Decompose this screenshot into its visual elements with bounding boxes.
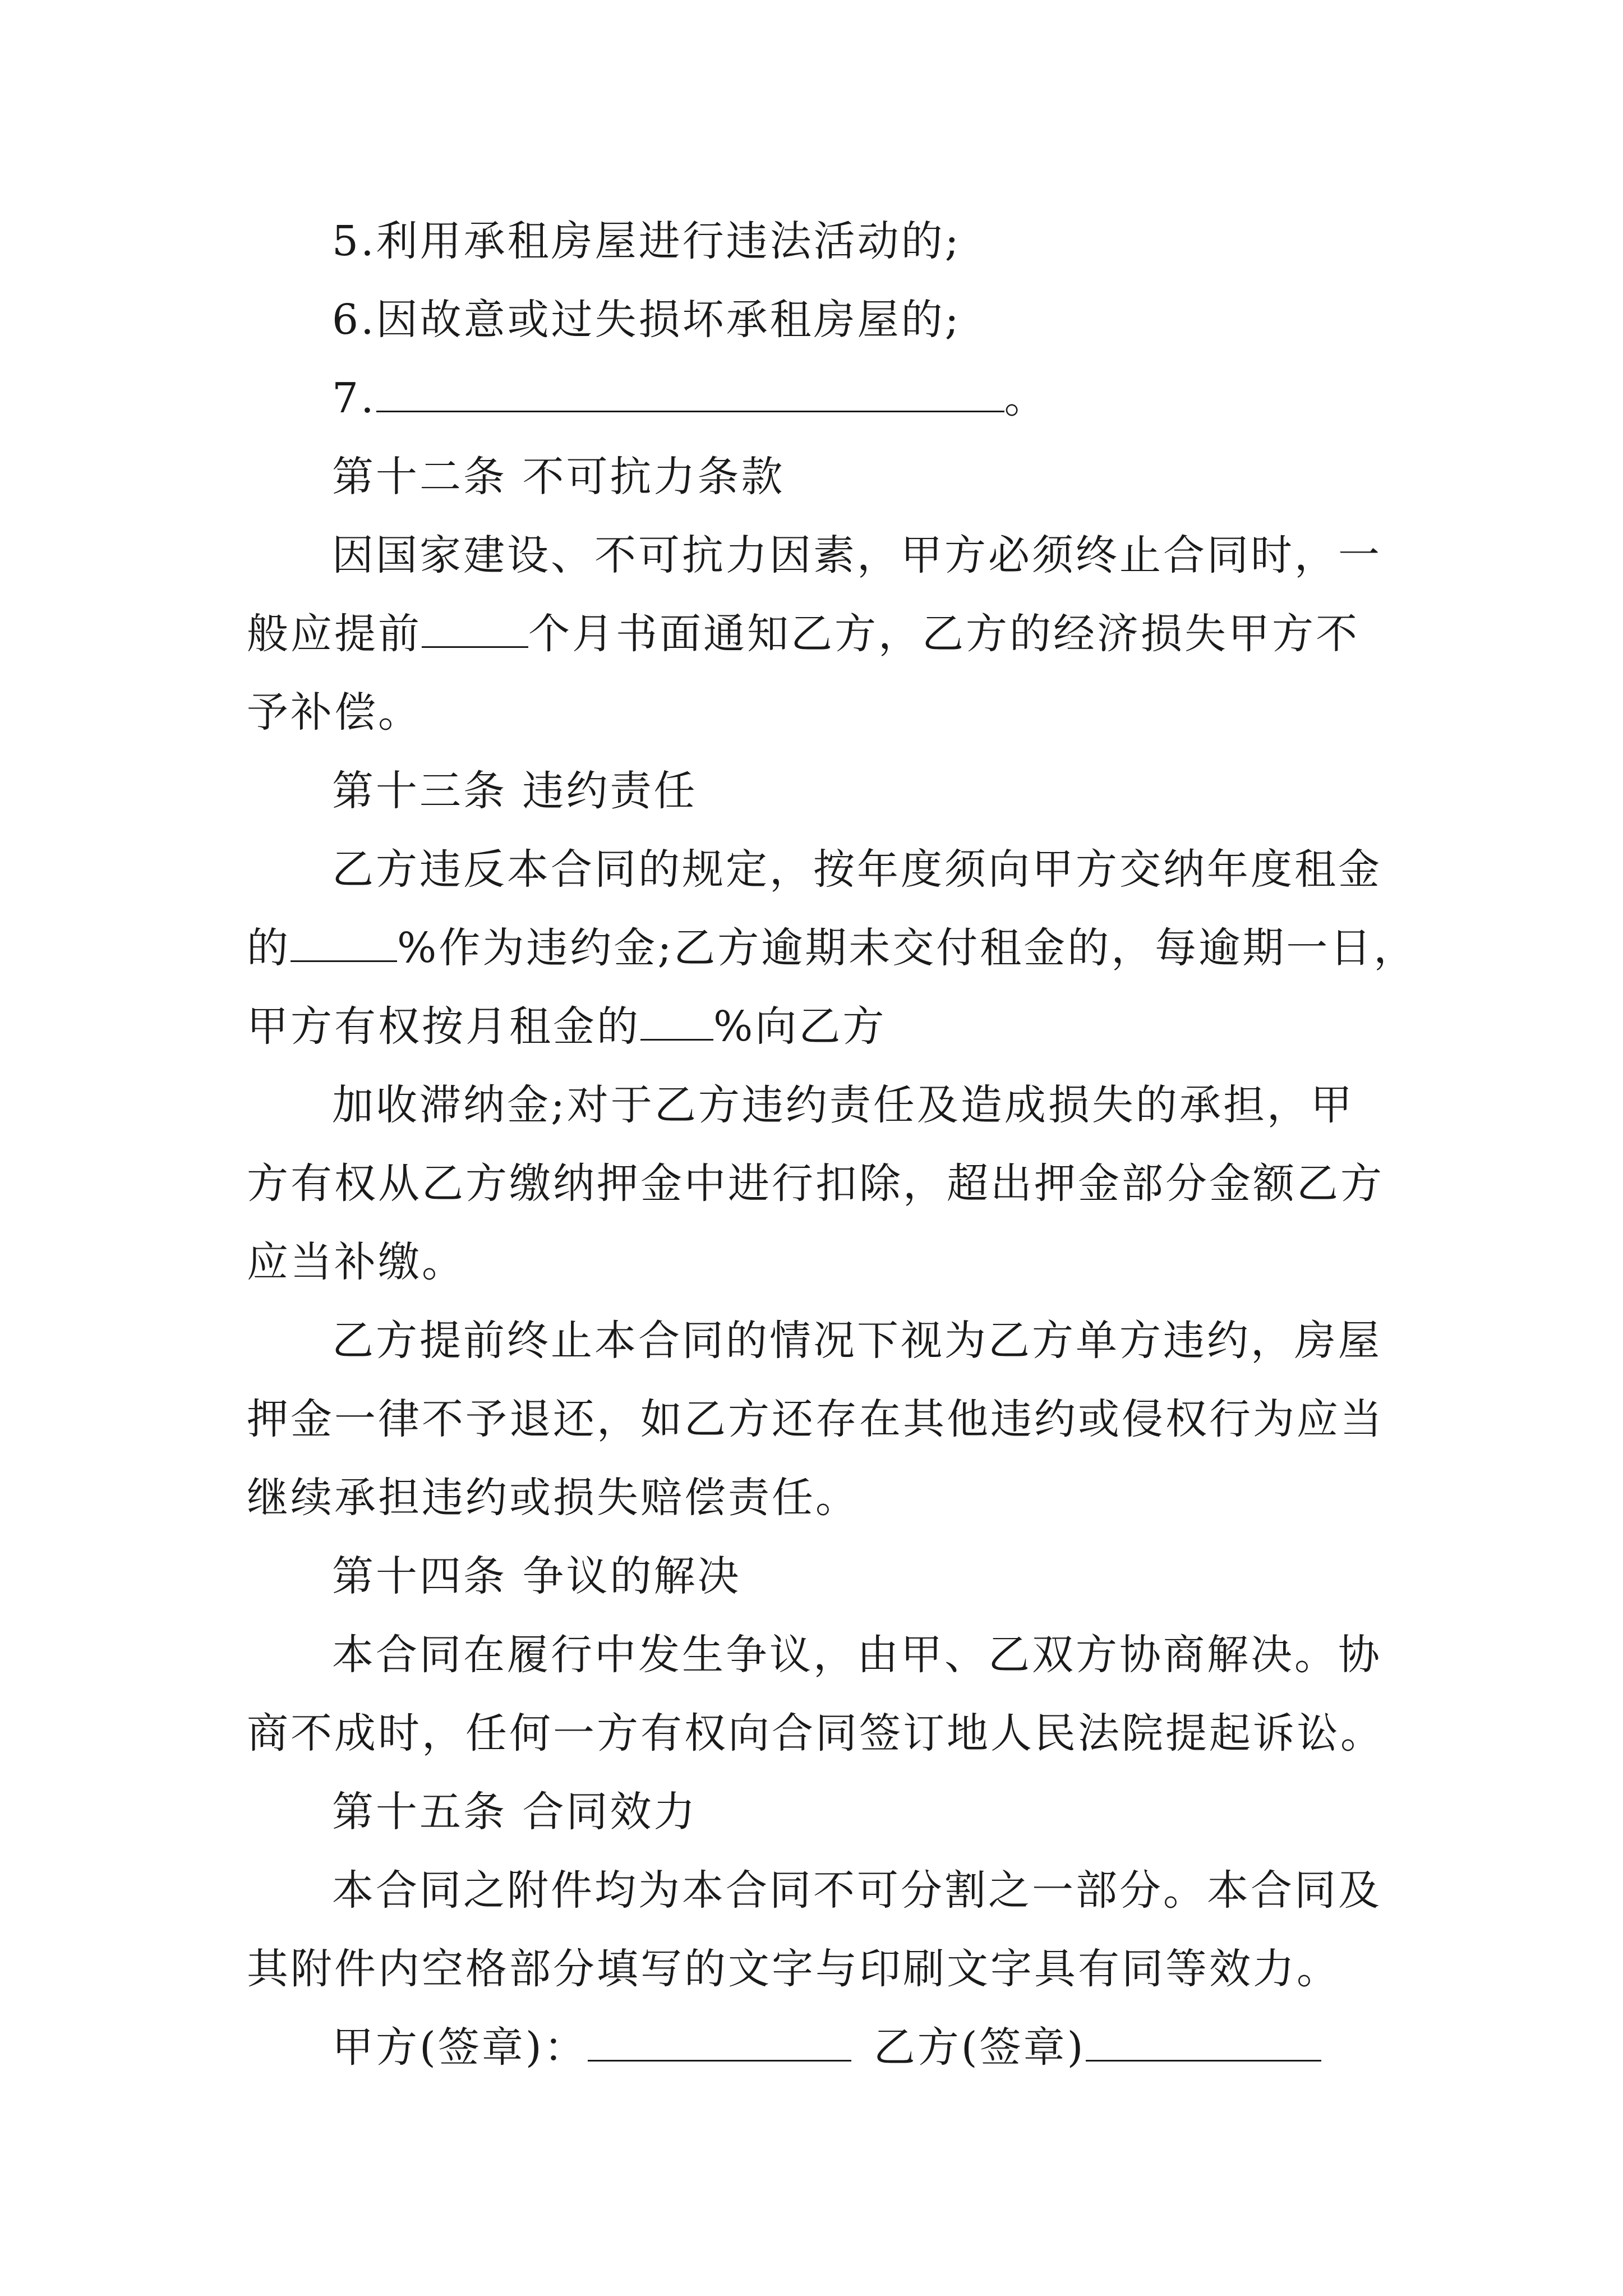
article-13-heading xyxy=(247,752,1391,830)
paragraph-line xyxy=(247,909,1418,987)
party-a-signature-blank[interactable] xyxy=(588,2016,851,2062)
article-12-heading xyxy=(247,438,1391,516)
article-title: 第十三条 违约责任 xyxy=(332,767,698,815)
paragraph-text: 方有权从乙方缴纳押金中进行扣除，超出押金部分金额乙方 xyxy=(247,1159,1384,1208)
paragraph-line xyxy=(247,1066,1391,1144)
paragraph-text: 乙方提前终止本合同的情况下视为乙方单方违约，房屋 xyxy=(332,1317,1382,1365)
paragraph-text: 商不成时，任何一方有权向合同签订地人民法院提起诉讼。 xyxy=(247,1709,1384,1757)
party-b-label: 乙方(签章) xyxy=(873,2023,1086,2072)
paragraph-line xyxy=(247,1930,1391,2008)
item-punctuation: 。 xyxy=(1004,374,1048,422)
paragraph-text: 继续承担违约或损失赔偿责任。 xyxy=(247,1474,859,1522)
fill-blank[interactable] xyxy=(376,367,1004,412)
paragraph-text: 应当补缴。 xyxy=(247,1238,465,1286)
paragraph-text: 般应提前 xyxy=(247,610,422,658)
paragraph-text: 其附件内空格部分填写的文字与印刷文字具有同等效力。 xyxy=(247,1945,1340,1993)
paragraph-text: %向乙方 xyxy=(713,1002,887,1051)
paragraph-text: 予补偿。 xyxy=(247,688,422,737)
paragraph-text: %作为违约金;乙方逾期未交付租金的，每逾期一日， xyxy=(397,924,1418,972)
item-text: 6.因故意或过失损坏承租房屋的; xyxy=(332,296,961,344)
paragraph-text: 乙方违反本合同的规定，按年度须向甲方交纳年度租金 xyxy=(332,845,1382,894)
paragraph-line xyxy=(247,830,1391,909)
contract-page xyxy=(247,202,1418,2087)
list-item-6 xyxy=(247,280,1391,359)
paragraph-line xyxy=(247,1694,1391,1773)
late-fee-percent-blank[interactable] xyxy=(640,995,713,1041)
signature-line xyxy=(247,2008,1391,2087)
party-b-signature-blank[interactable] xyxy=(1086,2016,1321,2062)
paragraph-line xyxy=(247,1458,1391,1537)
paragraph-text: 甲方有权按月租金的 xyxy=(247,1002,640,1051)
penalty-percent-blank[interactable] xyxy=(291,917,397,962)
article-title: 第十五条 合同效力 xyxy=(332,1788,698,1836)
paragraph-line xyxy=(247,595,1391,673)
paragraph-text: 本合同之附件均为本合同不可分割之一部分。本合同及 xyxy=(332,1866,1382,1915)
article-14-heading xyxy=(247,1537,1391,1616)
months-blank[interactable] xyxy=(422,602,528,648)
party-a-label: 甲方(签章)： xyxy=(332,2023,588,2072)
list-item-7 xyxy=(247,359,1391,438)
article-15-heading xyxy=(247,1773,1391,1851)
paragraph-line xyxy=(247,1380,1391,1458)
paragraph-line xyxy=(247,673,1391,752)
paragraph-text: 个月书面通知乙方，乙方的经济损失甲方不 xyxy=(528,610,1359,658)
article-title: 第十二条 不可抗力条款 xyxy=(332,453,785,501)
article-title: 第十四条 争议的解决 xyxy=(332,1552,741,1600)
paragraph-text: 加收滞纳金;对于乙方违约责任及造成损失的承担，甲 xyxy=(332,1081,1354,1129)
paragraph-line xyxy=(247,1851,1391,1930)
item-number: 7. xyxy=(332,374,376,422)
item-text: 5.利用承租房屋进行违法活动的; xyxy=(332,217,961,265)
paragraph-text: 因国家建设、不可抗力因素，甲方必须终止合同时，一 xyxy=(332,531,1382,579)
paragraph-line xyxy=(247,1223,1391,1301)
paragraph-text: 的 xyxy=(247,924,291,972)
paragraph-text: 本合同在履行中发生争议，由甲、乙双方协商解决。协 xyxy=(332,1631,1382,1679)
paragraph-line xyxy=(247,1616,1391,1694)
paragraph-line xyxy=(247,516,1391,595)
paragraph-text: 押金一律不予退还，如乙方还存在其他违约或侵权行为应当 xyxy=(247,1395,1384,1443)
paragraph-line xyxy=(247,1301,1391,1380)
paragraph-line xyxy=(247,1144,1391,1223)
paragraph-line xyxy=(247,987,1391,1066)
list-item-5 xyxy=(247,202,1391,280)
